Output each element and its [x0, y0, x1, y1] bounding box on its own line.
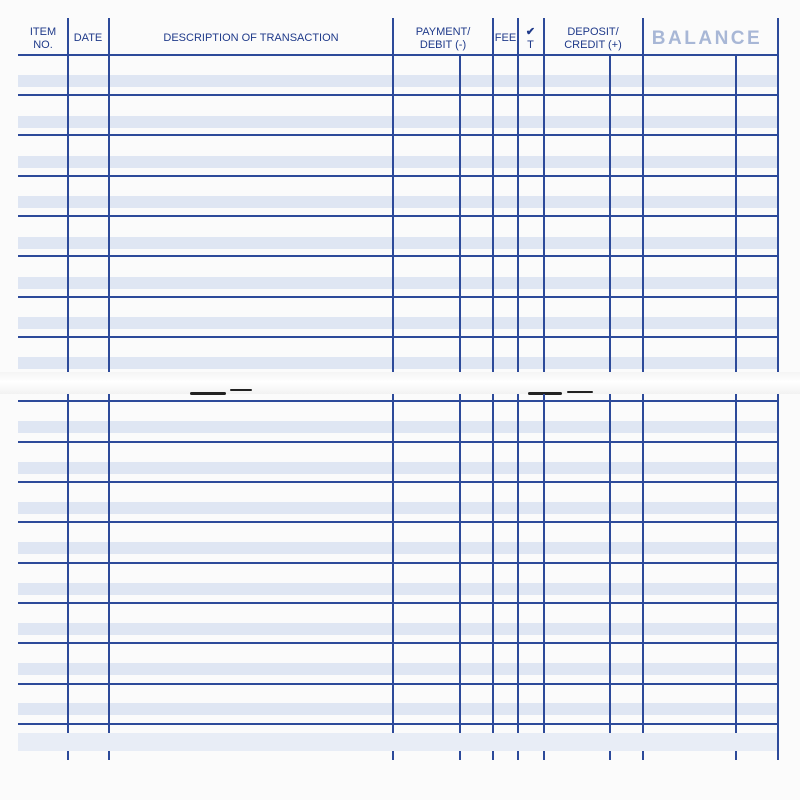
row-rule	[18, 94, 777, 96]
column-rule	[735, 394, 737, 760]
column-rule	[642, 394, 644, 760]
column-rule	[108, 394, 110, 760]
header-rule	[18, 54, 777, 56]
row-rule	[18, 441, 777, 443]
header-deposit-line1: DEPOSIT/	[567, 26, 619, 38]
header-payment-line2: DEBIT (-)	[419, 39, 467, 51]
column-rule	[777, 394, 779, 760]
header-cleared-t: T	[527, 39, 534, 51]
column-rule	[517, 18, 519, 378]
row-rule	[18, 296, 777, 298]
header-deposit-line2: CREDIT (+)	[564, 39, 622, 51]
row-band	[18, 421, 777, 433]
row-rule	[18, 134, 777, 136]
header-item-no-line1: ITEM	[29, 26, 57, 38]
row-rule	[18, 400, 777, 402]
column-rule	[492, 394, 494, 760]
header-deposit-credit	[544, 26, 642, 52]
row-rule	[18, 562, 777, 564]
row-band	[18, 703, 777, 715]
row-band	[18, 462, 777, 474]
row-rule	[18, 723, 777, 725]
row-rule	[18, 683, 777, 685]
row-rule	[18, 642, 777, 644]
fold-tear-mark	[567, 391, 593, 393]
column-rule	[543, 394, 545, 760]
row-band	[18, 502, 777, 514]
column-rule	[777, 18, 779, 378]
page-fold	[0, 372, 800, 394]
header-fee: FEE	[494, 32, 517, 44]
column-rule	[492, 18, 494, 378]
row-rule	[18, 521, 777, 523]
row-band	[18, 583, 777, 595]
header-item-no	[20, 26, 66, 52]
column-rule	[459, 394, 461, 760]
row-band	[18, 116, 777, 128]
row-band	[18, 75, 777, 87]
header-item-no-line2: NO.	[33, 39, 53, 51]
row-rule	[18, 336, 777, 338]
column-rule	[67, 18, 69, 378]
column-rule	[543, 18, 545, 378]
row-rule	[18, 175, 777, 177]
row-band	[18, 237, 777, 249]
column-rule	[642, 18, 644, 378]
row-band	[18, 357, 777, 369]
row-band	[18, 623, 777, 635]
column-rule	[67, 394, 69, 760]
check-mark-icon: ✔	[525, 26, 536, 38]
header-cleared	[518, 26, 543, 52]
header-payment-line1: PAYMENT/	[415, 26, 471, 38]
row-rule	[18, 255, 777, 257]
fold-tear-mark	[190, 392, 226, 395]
row-rule	[18, 602, 777, 604]
row-band	[18, 663, 777, 675]
column-rule	[392, 18, 394, 378]
row-band	[18, 196, 777, 208]
header-payment-debit	[394, 26, 492, 52]
fold-tear-mark	[528, 392, 562, 395]
header-description: DESCRIPTION OF TRANSACTION	[163, 32, 339, 44]
row-band	[18, 542, 777, 554]
bleed-through-band	[18, 733, 777, 751]
row-rule	[18, 481, 777, 483]
column-rule	[517, 394, 519, 760]
column-rule	[609, 394, 611, 760]
row-rule	[18, 215, 777, 217]
column-rule	[459, 54, 461, 378]
row-band	[18, 156, 777, 168]
column-rule	[735, 54, 737, 378]
header-date: DATE	[73, 32, 103, 44]
header-balance: BALANCE	[651, 28, 763, 49]
row-band	[18, 277, 777, 289]
column-rule	[392, 394, 394, 760]
column-rule	[108, 18, 110, 378]
column-rule	[609, 54, 611, 378]
fold-tear-mark	[230, 389, 252, 391]
row-band	[18, 317, 777, 329]
